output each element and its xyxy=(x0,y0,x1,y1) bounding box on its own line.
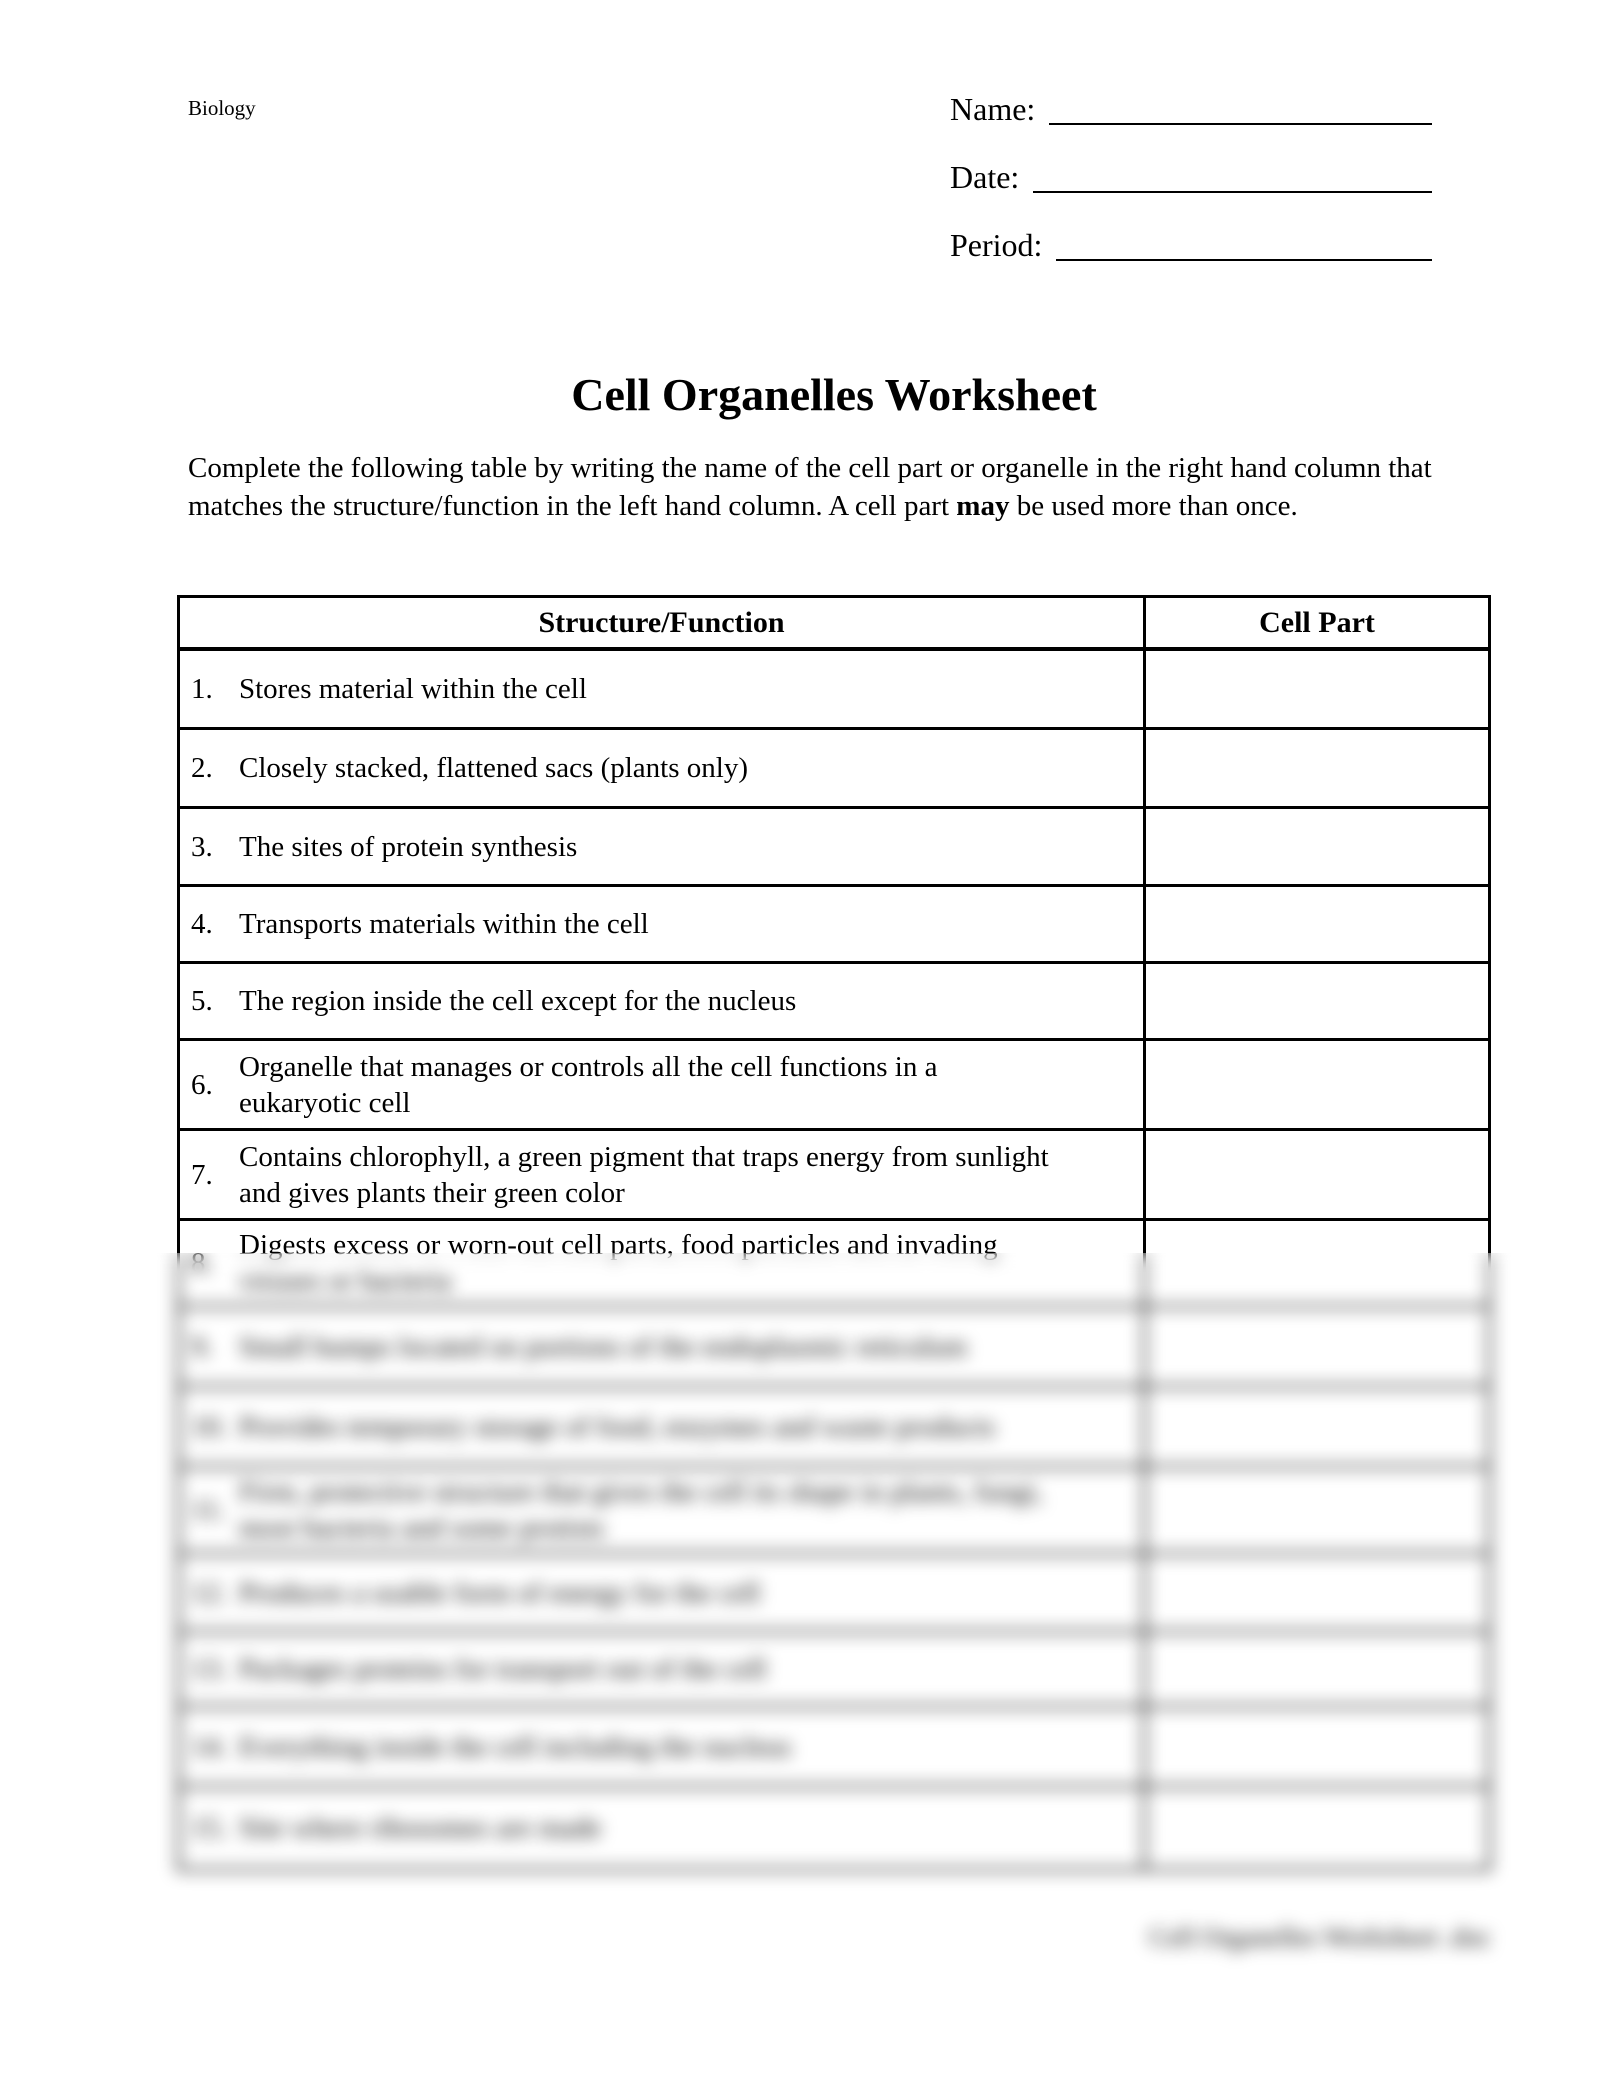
table-row-14 xyxy=(180,1708,1488,1788)
period-label: Period: xyxy=(950,227,1043,263)
row-text: The region inside the cell except for the nucleus xyxy=(239,985,797,1017)
structure-cell xyxy=(180,1388,1146,1465)
table-row-6 xyxy=(180,1041,1488,1131)
answer-cell[interactable] xyxy=(1146,1388,1488,1465)
table-row-10 xyxy=(180,1388,1488,1468)
period-write-line[interactable] xyxy=(1056,258,1432,261)
table-row-9 xyxy=(180,1308,1488,1388)
row-number: 14. xyxy=(191,1730,228,1763)
name-label: Name: xyxy=(950,91,1036,127)
row-text: Firm, protective structure that gives the cell its shape in plants, fungi, most bacteria and some protists xyxy=(239,1476,1043,1544)
row-number: 11. xyxy=(191,1494,227,1526)
row-number: 10. xyxy=(191,1410,228,1443)
answer-cell[interactable] xyxy=(1146,887,1488,961)
row-number: 5. xyxy=(191,985,213,1017)
structure-cell xyxy=(180,1788,1146,1868)
row-number: 15. xyxy=(191,1812,228,1844)
answer-cell[interactable] xyxy=(1146,1633,1488,1705)
row-number: 4. xyxy=(191,908,213,940)
structure-cell xyxy=(180,1633,1146,1705)
row-number: 9. xyxy=(191,1330,213,1363)
row-text: Small bumps located on portions of the endoplasmic reticulum xyxy=(239,1330,968,1363)
date-label: Date: xyxy=(950,159,1020,195)
structure-cell xyxy=(180,1221,1146,1305)
structure-cell xyxy=(180,1708,1146,1785)
row-text: Packages proteins for transport out of the cell xyxy=(239,1653,767,1685)
structure-cell xyxy=(180,809,1146,884)
answer-cell[interactable] xyxy=(1146,730,1488,806)
answer-cell[interactable] xyxy=(1146,1788,1488,1868)
table-row-5 xyxy=(180,964,1488,1041)
table-row-15 xyxy=(180,1788,1488,1868)
course-label: Biology xyxy=(188,96,256,120)
row-number: 2. xyxy=(191,752,213,784)
instructions-bold-word: may xyxy=(956,490,1010,522)
structure-cell xyxy=(180,1041,1146,1128)
row-number: 7. xyxy=(191,1158,213,1191)
period-field xyxy=(950,224,1432,266)
answer-cell[interactable] xyxy=(1146,1708,1488,1785)
row-text: Organelle that manages or controls all the cell functions in a eukaryotic cell xyxy=(239,1050,938,1119)
row-text: Provides temporary storage of food, enzymes and waste products xyxy=(239,1410,996,1443)
row-text: Stores material within the cell xyxy=(239,673,587,705)
table-row-1 xyxy=(180,651,1488,730)
footer-filename: Cell Organelles Worksheet .doc xyxy=(1149,1922,1491,1952)
row-number: 6. xyxy=(191,1068,213,1101)
row-text: Everything inside the cell including the nucleus xyxy=(239,1730,792,1763)
structure-cell xyxy=(180,1131,1146,1218)
table-row-3 xyxy=(180,809,1488,887)
answer-cell[interactable] xyxy=(1146,1131,1488,1218)
name-field xyxy=(950,88,1432,130)
answer-cell[interactable] xyxy=(1146,1041,1488,1128)
page-title: Cell Organelles Worksheet xyxy=(571,369,1097,420)
table-row-13 xyxy=(180,1633,1488,1708)
row-text: Produces a usable form of energy for the cell xyxy=(239,1576,761,1609)
instructions-text xyxy=(188,449,1494,525)
structure-cell xyxy=(180,964,1146,1038)
structure-cell xyxy=(180,1308,1146,1385)
answer-cell[interactable] xyxy=(1146,964,1488,1038)
row-text: Transports materials within the cell xyxy=(239,908,649,940)
answer-cell[interactable] xyxy=(1146,651,1488,727)
answer-cell[interactable] xyxy=(1146,1308,1488,1385)
cell-part-header: Cell Part xyxy=(1259,605,1375,639)
structure-cell xyxy=(180,1468,1146,1552)
row-text: Contains chlorophyll, a green pigment that traps energy from sunlight and gives plants their green color xyxy=(239,1140,1049,1209)
name-write-line[interactable] xyxy=(1049,122,1432,125)
row-number: 1. xyxy=(191,673,213,705)
answer-cell[interactable] xyxy=(1146,809,1488,884)
structure-cell xyxy=(180,887,1146,961)
instructions-part1: Complete the following table by writing the name of the cell part or organelle in the right hand column that matches the structure/function in the left hand column. A cell part xyxy=(188,452,1432,522)
instructions-part2: be used more than once. xyxy=(1009,490,1298,522)
table-row-11 xyxy=(180,1468,1488,1555)
row-number: 3. xyxy=(191,830,213,863)
structure-cell xyxy=(180,651,1146,727)
row-number: 8. xyxy=(191,1247,213,1279)
answer-cell[interactable] xyxy=(1146,1555,1488,1630)
table-row-4 xyxy=(180,887,1488,964)
structure-cell xyxy=(180,1555,1146,1630)
row-text: Digests excess or worn-out cell parts, food particles and invading viruses or bacteria xyxy=(239,1229,998,1297)
table-row-12 xyxy=(180,1555,1488,1633)
row-text: Closely stacked, flattened sacs (plants only) xyxy=(239,752,748,784)
row-text: Site where ribosomes are made xyxy=(239,1812,602,1844)
worksheet-table xyxy=(177,595,1491,1871)
answer-cell[interactable] xyxy=(1146,1468,1488,1552)
table-row-8 xyxy=(180,1221,1488,1308)
structure-cell xyxy=(180,730,1146,806)
row-number: 12. xyxy=(191,1576,228,1609)
date-write-line[interactable] xyxy=(1033,190,1432,193)
date-field xyxy=(950,156,1432,198)
row-number: 13. xyxy=(191,1653,228,1685)
student-info-fields xyxy=(950,88,1432,292)
table-header-row xyxy=(180,598,1488,651)
table-row-2 xyxy=(180,730,1488,809)
row-text: The sites of protein synthesis xyxy=(239,830,578,863)
answer-cell[interactable] xyxy=(1146,1221,1488,1305)
structure-function-header: Structure/Function xyxy=(180,598,1146,647)
table-row-7 xyxy=(180,1131,1488,1221)
